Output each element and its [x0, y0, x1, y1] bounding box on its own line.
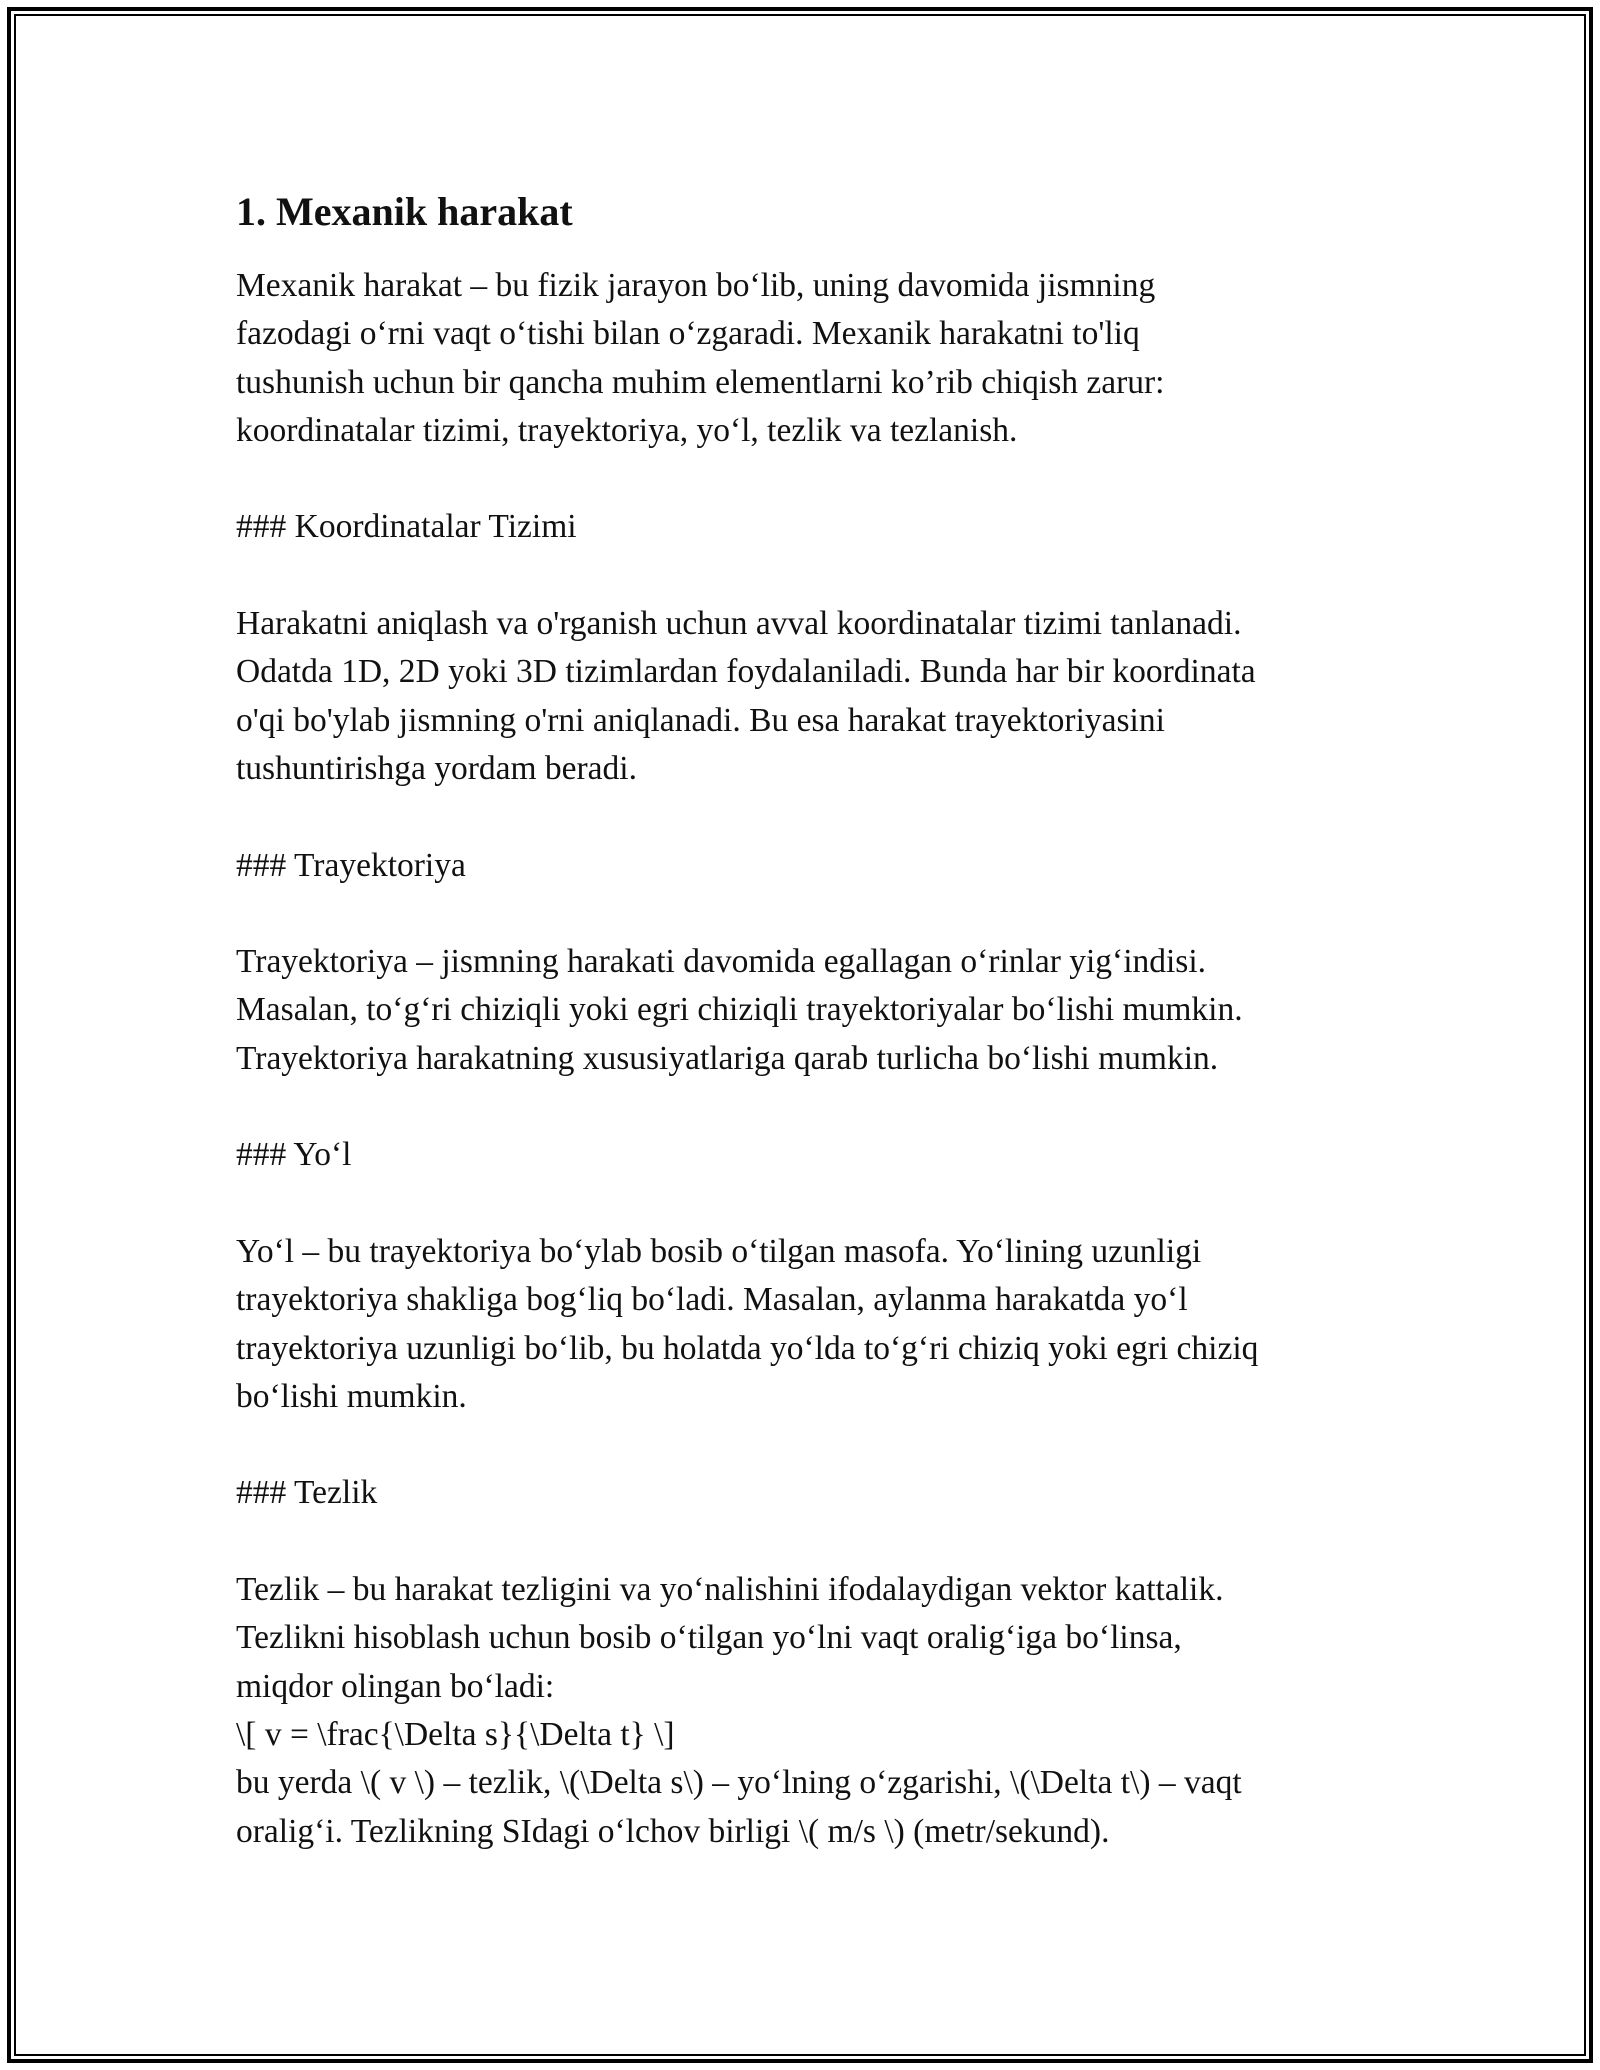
document-title: 1. Mexanik harakat	[236, 189, 573, 234]
koordinatalar-paragraph: Harakatni aniqlash va o'rganish uchun avval koordinatalar tizimi tanlanadi. Odatda 1D, 2D yoki 3D tizimlardan foydalaniladi. Bunda har bir koordinata o'qi bo'ylab jismning o'rni aniqlanadi. Bu esa harakat trayektoriyasini tushuntirishga yordam beradi.	[236, 605, 1256, 787]
section-heading-yol: ### Yo‘l	[236, 1136, 352, 1174]
tezlik-paragraph: Tezlik – bu harakat tezligini va yo‘nalishini ifodalaydigan vektor kattalik. Tezlikni hisoblash uchun bosib o‘tilgan yo‘lni vaqt oralig‘iga bo‘linsa, miqdor olingan bo‘ladi: \[ v = \frac{\Delta s}{\Delta t} \] bu yerda \( v \) – tezlik, \(\Delta s\) – yo‘lning o‘zgarishi, \(\Delta t\) – vaqt oralig‘i. Tezlikning SIdagi o‘lchov birligi \( m/s \) (metr/sekund).	[236, 1571, 1242, 1850]
trayektoriya-paragraph: Trayektoriya – jismning harakati davomida egallagan o‘rinlar yig‘indisi. Masalan, to‘g‘ri chiziqli yoki egri chiziqli trayektoriyalar bo‘lishi mumkin. Trayektoriya harakatning xususiyatlariga qarab turlicha bo‘lishi mumkin.	[236, 943, 1243, 1077]
document-body	[236, 186, 1366, 1904]
intro-paragraph: Mexanik harakat – bu fizik jarayon bo‘lib, uning davomida jismning fazodagi o‘rni vaqt o‘tishi bilan o‘zgaradi. Mexanik harakatni to'liq tushunish uchun bir qancha muhim elementlarni ko’rib chiqish zarur: koordinatalar tizimi, trayektoriya, yo‘l, tezlik va tezlanish.	[236, 267, 1165, 449]
section-heading-koordinatalar: ### Koordinatalar Tizimi	[236, 508, 577, 546]
section-heading-tezlik: ### Tezlik	[236, 1474, 378, 1512]
yol-paragraph: Yo‘l – bu trayektoriya bo‘ylab bosib o‘tilgan masofa. Yo‘lining uzunligi trayektoriya shakliga bog‘liq bo‘ladi. Masalan, aylanma harakatda yo‘l trayektoriya uzunligi bo‘lib, bu holatda yo‘lda to‘g‘ri chiziq yoki egri chiziq bo‘lishi mumkin.	[236, 1232, 1259, 1415]
section-heading-trayektoriya: ### Trayektoriya	[236, 846, 466, 884]
